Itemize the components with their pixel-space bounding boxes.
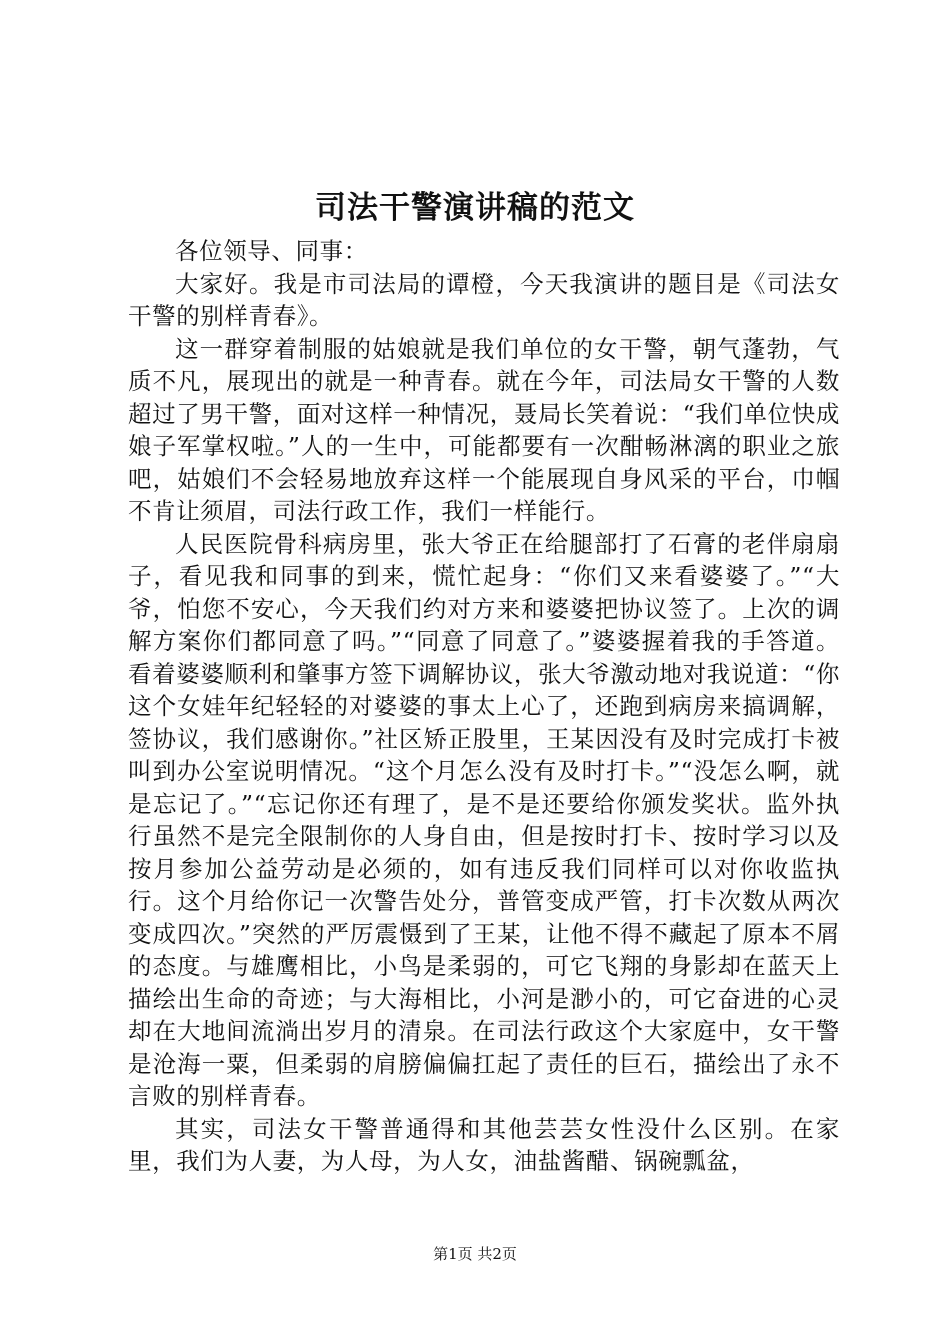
document-body — [128, 235, 840, 1178]
paragraph-ordinary-life: 其实，司法女干警普通得和其他芸芸女性没什么区别。在家里，我们为人妻，为人母，为人女，油盐酱醋、锅碗瓢盆， — [128, 1114, 840, 1175]
paragraph-introduction: 大家好。我是市司法局的谭橙，今天我演讲的题目是《司法女干警的别样青春》。 — [128, 269, 840, 330]
paragraph-salutation: 各位领导、同事： — [175, 237, 368, 265]
page-footer: 第1页 共2页 — [433, 1245, 517, 1263]
paragraph-female-officers: 这一群穿着制服的姑娘就是我们单位的女干警，朝气蓬勃，气质不凡，展现出的就是一种青春。就在今年，司法局女干警的人数超过了男干警，面对这样一种情况，聂局长笑着说：“我们单位快成娘子军掌权啦。”人的一生中，可能都要有一次酣畅淋漓的职业之旅吧，姑娘们不会轻易地放弃这样一个能展现自身风采的平台，巾帼不肯让须眉，司法行政工作，我们一样能行。 — [128, 334, 840, 525]
paragraph-stories: 人民医院骨科病房里，张大爷正在给腿部打了石膏的老伴扇扇子，看见我和同事的到来，慌忙起身：“你们又来看婆婆了。”“大爷，怕您不安心，今天我们约对方来和婆婆把协议签了。上次的调解方案你们都同意了吗。”“同意了同意了。”婆婆握着我的手答道。看着婆婆顺利和肇事方签下调解协议，张大爷激动地对我说道：“你这个女娃年纪轻轻的对婆婆的事太上心了，还跑到病房来搞调解，签协议，我们感谢你。”社区矫正股里，王某因没有及时完成打卡被叫到办公室说明情况。“这个月怎么没有及时打卡。”“没怎么啊，就是忘记了。”“忘记你还有理了，是不是还要给你颁发奖状。监外执行虽然不是完全限制你的人身自由，但是按时打卡、按时学习以及按月参加公益劳动是必须的，如有违反我们同样可以对你收监执行。这个月给你记一次警告处分，普管变成严管，打卡次数从两次变成四次。”突然的严厉震慑到了王某，让他不得不藏起了原本不屑的态度。与雄鹰相比，小鸟是柔弱的，可它飞翔的身影却在蓝天上描绘出生命的奇迹；与大海相比，小河是渺小的，可它奋进的心灵却在大地间流淌出岁月的清泉。在司法行政这个大家庭中，女干警是沧海一粟，但柔弱的肩膀偏偏扛起了责任的巨石，描绘出了永不言败的别样青春。 — [128, 529, 840, 1110]
document-title: 司法干警演讲稿的范文 — [315, 190, 635, 226]
